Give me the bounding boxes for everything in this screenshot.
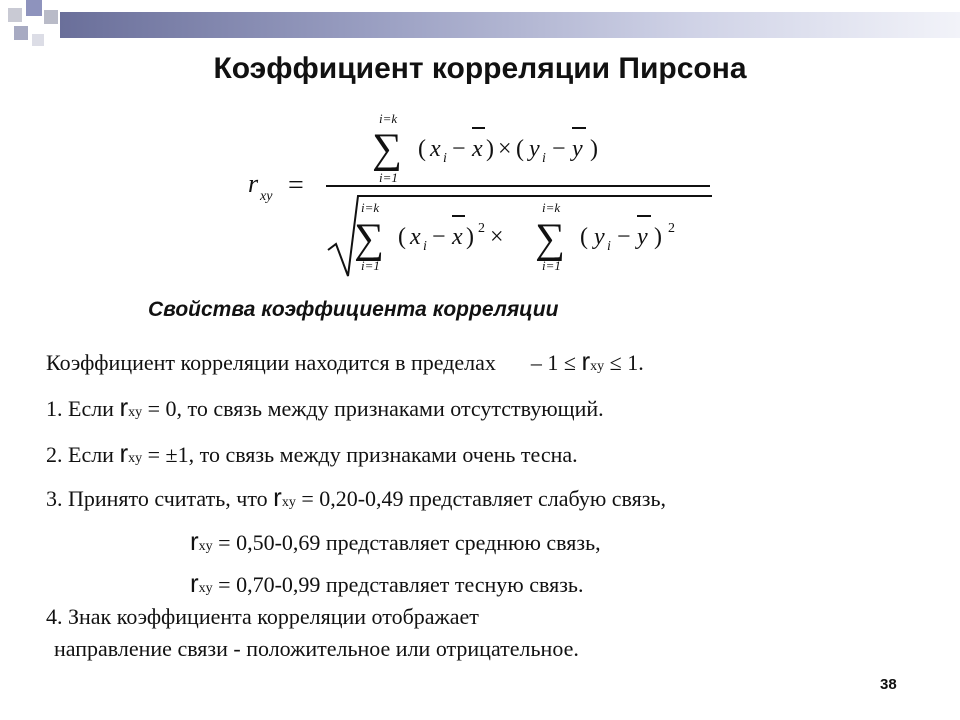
list-item-3 (46, 482, 666, 513)
header-decoration (0, 0, 960, 50)
denominator-expression-2 (580, 216, 675, 254)
slide-title: Коэффициент корреляции Пирсона (213, 52, 747, 85)
r-sub: xy (590, 359, 605, 374)
r-symbol: r (581, 346, 591, 376)
svg-text:(: ( (516, 136, 524, 162)
denominator-sum1-upper: i=k (361, 200, 380, 215)
range-text: Коэффициент корреляции находится в пределах (46, 350, 496, 375)
svg-text:i: i (423, 239, 427, 254)
page-number: 38 (880, 676, 897, 693)
numerator-sum-upper: i=k (379, 111, 398, 126)
svg-text:×: × (490, 224, 504, 250)
svg-text:y: y (594, 224, 605, 250)
formula-equals: = (288, 170, 304, 201)
numerator-sum-lower: i=1 (379, 170, 398, 185)
svg-text:y: y (529, 136, 540, 162)
r-symbol: r (119, 438, 129, 468)
svg-text:2: 2 (478, 221, 485, 236)
svg-text:−: − (452, 136, 466, 162)
r-sub: xy (281, 495, 296, 510)
item3c-suffix: = 0,70-0,99 представляет тесную связь. (218, 572, 584, 597)
list-item-1 (46, 392, 604, 423)
r-sub: xy (198, 581, 213, 596)
r-symbol: r (119, 392, 129, 422)
svg-text:y: y (572, 136, 583, 162)
svg-text:i: i (542, 151, 546, 166)
pearson-formula (240, 100, 720, 290)
svg-text:y: y (637, 224, 648, 250)
decor-square (44, 10, 58, 24)
range-line (46, 346, 644, 377)
formula-lhs: r (248, 169, 259, 198)
formula-svg (240, 100, 720, 290)
list-item-3c (190, 568, 583, 599)
formula-lhs-sub: xy (260, 189, 273, 204)
svg-text:x: x (452, 224, 463, 250)
numerator-sigma: ∑ (372, 126, 402, 172)
range-left: – 1 ≤ (530, 350, 576, 375)
svg-text:): ) (486, 136, 494, 162)
decor-square (26, 0, 42, 16)
decor-square (8, 8, 22, 22)
item2-suffix: = ±1, то связь между признаками очень тесна. (147, 442, 578, 467)
svg-text:x: x (472, 136, 483, 162)
svg-text:−: − (552, 136, 566, 162)
svg-text:2: 2 (668, 221, 675, 236)
header-gradient-bar (60, 12, 960, 38)
list-item-4-line2: направление связи - положительное или отрицательное. (54, 636, 579, 661)
denominator-sigma-2: ∑ (535, 216, 565, 262)
decor-square (14, 26, 28, 40)
svg-text:(: ( (398, 224, 406, 250)
denominator-sum1-lower: i=1 (361, 258, 380, 273)
r-symbol: r (190, 568, 199, 598)
svg-text:): ) (466, 224, 474, 250)
denominator-sum2-lower: i=1 (542, 258, 561, 273)
denominator-expression-1 (398, 216, 504, 254)
svg-text:(: ( (580, 224, 588, 250)
item3-suffix: = 0,20-0,49 представляет слабую связь, (301, 486, 666, 511)
svg-text:−: − (432, 224, 446, 250)
item1-prefix: 1. Если (46, 396, 114, 421)
properties-heading: Свойства коэффициента корреляции (148, 298, 559, 321)
denominator-sigma-1: ∑ (354, 216, 384, 262)
list-item-3b (190, 526, 601, 557)
svg-text:i: i (443, 151, 447, 166)
r-sub: xy (128, 451, 143, 466)
svg-text:i: i (607, 239, 611, 254)
numerator-expression (418, 128, 598, 166)
item3b-suffix: = 0,50-0,69 представляет среднюю связь, (218, 530, 601, 555)
denominator-sum2-upper: i=k (542, 200, 561, 215)
svg-text:): ) (590, 136, 598, 162)
svg-text:×: × (498, 136, 512, 162)
svg-text:−: − (617, 224, 631, 250)
list-item-4-line1: 4. Знак коэффициента корреляции отображает (46, 604, 479, 629)
item1-suffix: = 0, то связь между признаками отсутствующий. (147, 396, 604, 421)
r-symbol: r (273, 482, 282, 512)
svg-text:x: x (410, 224, 421, 250)
r-sub: xy (128, 405, 143, 420)
item2-prefix: 2. Если (46, 442, 114, 467)
list-item-2 (46, 438, 578, 469)
r-sub: xy (198, 539, 213, 554)
item3-prefix: 3. Принято считать, что (46, 486, 268, 511)
svg-text:x: x (430, 136, 441, 162)
range-right: ≤ 1. (609, 350, 644, 375)
svg-text:(: ( (418, 136, 426, 162)
decor-square (32, 34, 44, 46)
r-symbol: r (190, 526, 199, 556)
svg-text:): ) (654, 224, 662, 250)
